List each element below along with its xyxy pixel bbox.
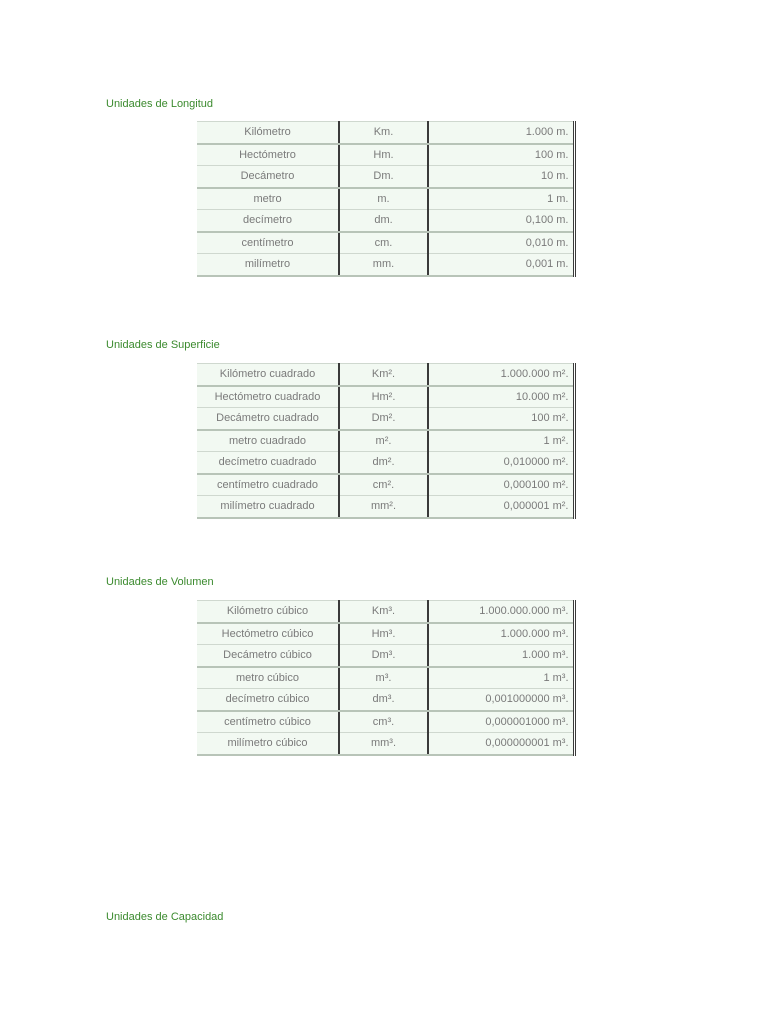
table-row [197,452,574,474]
volume-units-table [197,600,576,756]
unit-abbreviation: Km³. [339,601,428,623]
unit-abbreviation: Hm³. [339,623,428,645]
table-row [197,430,574,452]
table-row [197,601,574,623]
table-row [197,166,574,188]
unit-name: Decámetro cúbico [197,645,339,667]
unit-value: 0,000000001 m³. [428,733,574,755]
unit-name: decímetro cúbico [197,689,339,711]
table-row [197,364,574,386]
table-row [197,623,574,645]
surface-units-table [197,363,576,519]
unit-value: 1.000 m. [428,122,574,144]
unit-name: metro cúbico [197,667,339,689]
section-title-longitud: Unidades de Longitud [106,98,214,110]
unit-abbreviation: mm. [339,254,428,276]
table-row [197,667,574,689]
unit-name: centímetro cúbico [197,711,339,733]
table-row [197,733,574,755]
unit-name: centímetro cuadrado [197,474,339,496]
unit-value: 0,001000000 m³. [428,689,574,711]
table-row [197,144,574,166]
table-row [197,386,574,408]
unit-value: 1 m. [428,188,574,210]
unit-value: 0,001 m. [428,254,574,276]
unit-value: 1.000 m³. [428,645,574,667]
unit-abbreviation: Hm². [339,386,428,408]
unit-abbreviation: mm³. [339,733,428,755]
table-row [197,188,574,210]
table-row [197,496,574,518]
table-row [197,232,574,254]
unit-abbreviation: Km². [339,364,428,386]
unit-name: milímetro cuadrado [197,496,339,518]
section-title-capacidad: Unidades de Capacidad [106,911,224,923]
unit-abbreviation: cm². [339,474,428,496]
unit-name: milímetro cúbico [197,733,339,755]
unit-abbreviation: dm³. [339,689,428,711]
unit-name: decímetro [197,210,339,232]
table-row [197,122,574,144]
unit-value: 1 m³. [428,667,574,689]
unit-name: Decámetro [197,166,339,188]
unit-abbreviation: Hm. [339,144,428,166]
unit-abbreviation: dm. [339,210,428,232]
unit-value: 10.000 m². [428,386,574,408]
unit-name: Hectómetro [197,144,339,166]
unit-abbreviation: m. [339,188,428,210]
unit-name: Decámetro cuadrado [197,408,339,430]
unit-name: metro [197,188,339,210]
unit-value: 0,010000 m². [428,452,574,474]
table-row [197,711,574,733]
unit-abbreviation: cm³. [339,711,428,733]
table-row [197,689,574,711]
unit-name: Kilómetro cúbico [197,601,339,623]
unit-name: metro cuadrado [197,430,339,452]
table-row [197,210,574,232]
unit-abbreviation: m². [339,430,428,452]
unit-abbreviation: Dm². [339,408,428,430]
unit-value: 1 m². [428,430,574,452]
unit-value: 0,000100 m². [428,474,574,496]
section-title-volumen: Unidades de Volumen [106,576,214,588]
unit-abbreviation: Dm. [339,166,428,188]
table-row [197,474,574,496]
unit-abbreviation: cm. [339,232,428,254]
unit-value: 1.000.000.000 m³. [428,601,574,623]
unit-abbreviation: mm². [339,496,428,518]
unit-value: 1.000.000 m². [428,364,574,386]
unit-name: Kilómetro cuadrado [197,364,339,386]
unit-value: 0,010 m. [428,232,574,254]
unit-name: decímetro cuadrado [197,452,339,474]
unit-value: 0,000001000 m³. [428,711,574,733]
unit-value: 0,100 m. [428,210,574,232]
unit-value: 0,000001 m². [428,496,574,518]
unit-abbreviation: m³. [339,667,428,689]
table-row [197,645,574,667]
unit-name: Hectómetro cuadrado [197,386,339,408]
unit-value: 1.000.000 m³. [428,623,574,645]
unit-name: centímetro [197,232,339,254]
unit-value: 10 m. [428,166,574,188]
length-units-table [197,121,576,277]
unit-abbreviation: Dm³. [339,645,428,667]
table-row [197,254,574,276]
unit-value: 100 m². [428,408,574,430]
unit-name: milímetro [197,254,339,276]
unit-name: Hectómetro cúbico [197,623,339,645]
unit-abbreviation: dm². [339,452,428,474]
unit-value: 100 m. [428,144,574,166]
unit-abbreviation: Km. [339,122,428,144]
table-row [197,408,574,430]
section-title-superficie: Unidades de Superficie [106,339,220,351]
unit-name: Kilómetro [197,122,339,144]
